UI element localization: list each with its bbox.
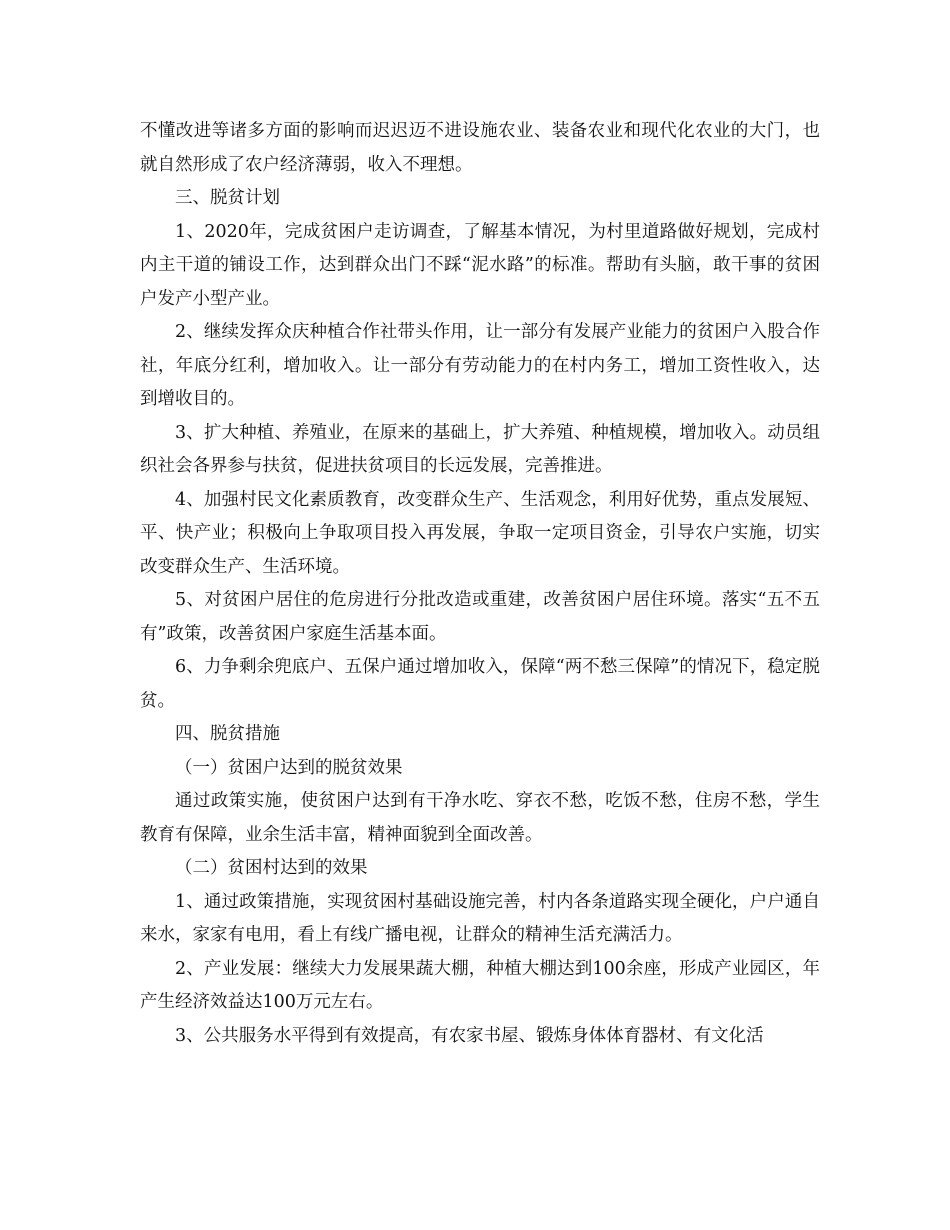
- section-heading-measures: 四、脱贫措施: [175, 724, 280, 744]
- subsection-heading-village: （二）贫困村达到的效果: [175, 858, 368, 878]
- village-item-2: 2、产业发展：继续大力发展果蔬大棚，种植大棚达到100余座，形成产业园区，年产生经济效益达100万元左右。: [140, 958, 820, 1012]
- document-body: [140, 115, 820, 1053]
- plan-item-1: 1、2020年，完成贫困户走访调查，了解基本情况，为村里道路做好规划，完成村内主干道的铺设工作，达到群众出门不踩“泥水路”的标准。帮助有头脑，敢干事的贫困户发产小型产业。: [140, 221, 820, 309]
- plan-item-4: 4、加强村民文化素质教育，改变群众生产、生活观念，利用好优势，重点发展短、平、快产业；积极向上争取项目投入再发展，争取一定项目资金，引导农户实施，切实改变群众生产、生活环境。: [140, 489, 820, 577]
- village-item-1: 1、通过政策措施，实现贫困村基础设施完善，村内各条道路实现全硬化，户户通自来水，家家有电用，看上有线广播电视，让群众的精神生活充满活力。: [140, 891, 820, 945]
- plan-item-5: 5、对贫困户居住的危房进行分批改造或重建，改善贫困户居住环境。落实“五不五有”政策，改善贫困户家庭生活基本面。: [140, 590, 820, 644]
- plan-item-6: 6、力争剩余兜底户、五保户通过增加收入，保障“两不愁三保障”的情况下，稳定脱贫。: [140, 657, 820, 711]
- household-effect-paragraph: 通过政策实施，使贫困户达到有干净水吃、穿衣不愁，吃饭不愁，住房不愁，学生教育有保障，业余生活丰富，精神面貌到全面改善。: [140, 791, 820, 845]
- paragraph-continuation: 不懂改进等诸多方面的影响而迟迟迈不进设施农业、装备农业和现代化农业的大门，也就自然形成了农户经济薄弱，收入不理想。: [140, 121, 820, 175]
- section-heading-plan: 三、脱贫计划: [175, 188, 280, 208]
- subsection-heading-household: （一）贫困户达到的脱贫效果: [175, 757, 403, 778]
- plan-item-3: 3、扩大种植、养殖业，在原来的基础上，扩大养殖、种植规模，增加收入。动员组织社会各界参与扶贫，促进扶贫项目的长远发展，完善推进。: [140, 422, 820, 476]
- village-item-3: 3、公共服务水平得到有效提高，有农家书屋、锻炼身体体育器材、有文化活: [175, 1025, 764, 1046]
- plan-item-2: 2、继续发挥众庆种植合作社带头作用，让一部分有发展产业能力的贫困户入股合作社，年底分红利，增加收入。让一部分有劳动能力的在村内务工，增加工资性收入，达到增收目的。: [140, 322, 820, 409]
